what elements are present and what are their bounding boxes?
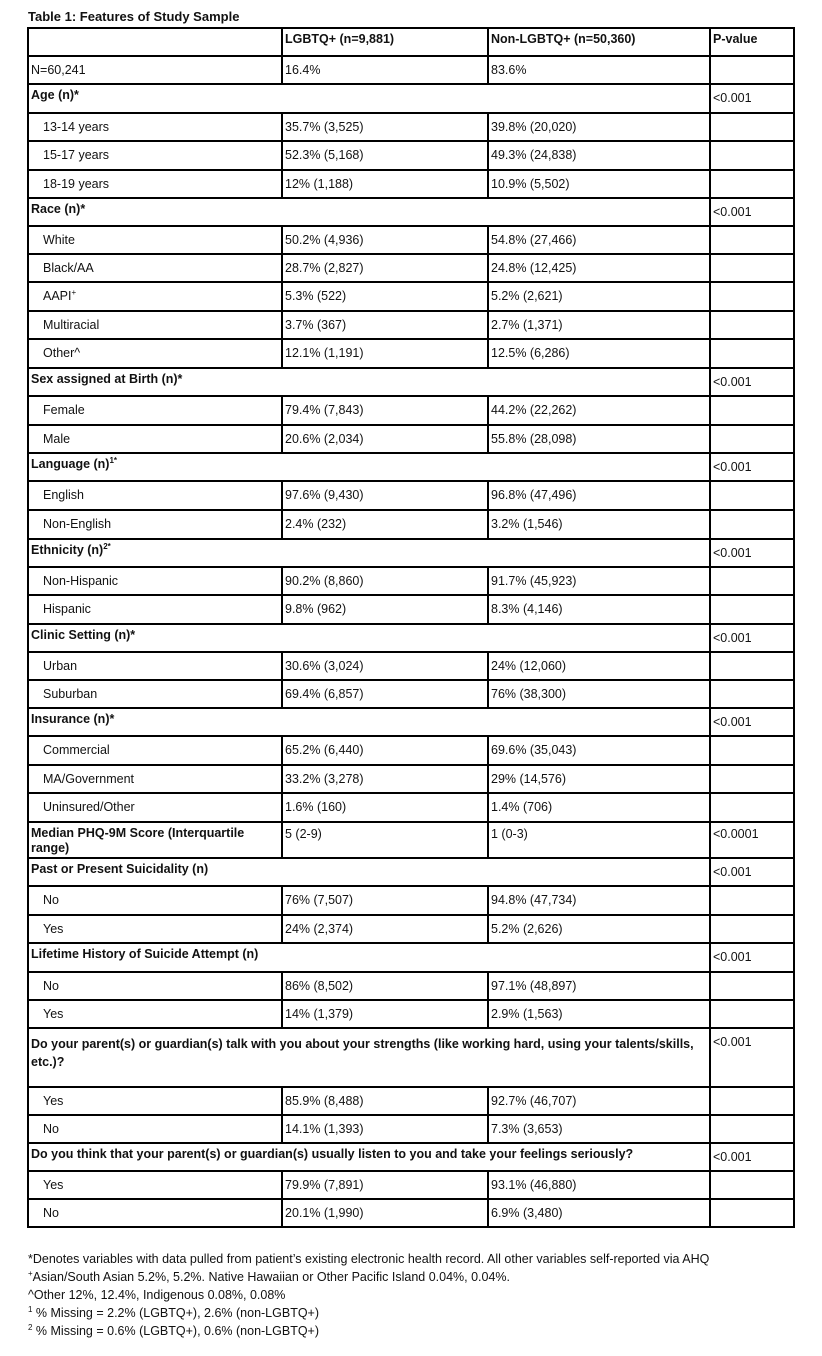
row-label-cell <box>28 510 282 539</box>
row-label: No <box>43 893 59 907</box>
table-row <box>28 226 794 254</box>
pvalue-cell: <0.001 <box>710 858 794 886</box>
pvalue-cell: <0.001 <box>710 539 794 567</box>
study-sample-table <box>27 27 795 1228</box>
row-label-cell <box>28 1199 282 1227</box>
table-row <box>28 1087 794 1115</box>
category-row <box>28 539 794 567</box>
lgbtq-value-cell: 85.9% (8,488) <box>282 1087 488 1115</box>
footnote <box>28 1322 808 1340</box>
row-label: No <box>43 979 59 993</box>
row-label: English <box>43 488 84 502</box>
non-lgbtq-value-cell: 1.4% (706) <box>488 793 710 822</box>
footnote <box>28 1250 808 1268</box>
footnote-marker: 2 <box>28 1322 33 1332</box>
row-label: Commercial <box>43 743 110 757</box>
row-label-cell <box>28 822 282 858</box>
header-cell-non-lgbtq: Non-LGBTQ+ (n=50,360) <box>488 28 710 56</box>
non-lgbtq-value-cell: 55.8% (28,098) <box>488 425 710 453</box>
category-row <box>28 368 794 396</box>
lgbtq-value-cell: 14% (1,379) <box>282 1000 488 1028</box>
row-label: Male <box>43 432 71 446</box>
row-label-cell <box>28 708 710 736</box>
row-label: Do your parent(s) or guardian(s) talk with you about your strengths (like working hard, using your talents/skills, etc.)? <box>31 1037 694 1069</box>
pvalue-cell <box>710 226 794 254</box>
table-row <box>28 254 794 282</box>
table-row <box>28 1171 794 1199</box>
lgbtq-value-cell: 35.7% (3,525) <box>282 113 488 141</box>
row-label-cell <box>28 84 710 113</box>
row-label: Non-English <box>43 517 112 531</box>
row-label-cell <box>28 943 710 972</box>
pvalue-cell: <0.0001 <box>710 822 794 858</box>
pvalue-cell <box>710 652 794 680</box>
pvalue-cell <box>710 972 794 1000</box>
lgbtq-value-cell: 30.6% (3,024) <box>282 652 488 680</box>
row-label-cell <box>28 368 710 396</box>
table-row <box>28 141 794 170</box>
lgbtq-value-cell: 5 (2-9) <box>282 822 488 858</box>
table-row <box>28 425 794 453</box>
lgbtq-value-cell: 90.2% (8,860) <box>282 567 488 595</box>
category-row <box>28 943 794 972</box>
pvalue-cell: <0.001 <box>710 84 794 113</box>
row-label: White <box>43 233 75 247</box>
pvalue-cell: <0.001 <box>710 624 794 652</box>
row-label: Suburban <box>43 687 98 701</box>
non-lgbtq-value-cell: 94.8% (47,734) <box>488 886 710 915</box>
lgbtq-value-cell: 20.1% (1,990) <box>282 1199 488 1227</box>
table-row <box>28 765 794 793</box>
row-label-cell <box>28 1028 710 1087</box>
table-row <box>28 1115 794 1143</box>
row-label: Female <box>43 403 85 417</box>
row-label-cell <box>28 1115 282 1143</box>
lgbtq-value-cell: 20.6% (2,034) <box>282 425 488 453</box>
pvalue-cell <box>710 141 794 170</box>
pvalue-cell: <0.001 <box>710 1143 794 1171</box>
row-label-cell <box>28 680 282 708</box>
table-row <box>28 680 794 708</box>
row-label-cell <box>28 765 282 793</box>
non-lgbtq-value-cell: 6.9% (3,480) <box>488 1199 710 1227</box>
pvalue-cell <box>710 1171 794 1199</box>
lgbtq-value-cell: 2.4% (232) <box>282 510 488 539</box>
row-label: Language (n) <box>31 457 110 471</box>
non-lgbtq-value-cell: 5.2% (2,621) <box>488 282 710 311</box>
non-lgbtq-value-cell: 54.8% (27,466) <box>488 226 710 254</box>
non-lgbtq-value-cell: 91.7% (45,923) <box>488 567 710 595</box>
row-label: 13-14 years <box>43 120 110 134</box>
table-row <box>28 652 794 680</box>
footnote-text: *Denotes variables with data pulled from patient’s existing electronic health record. All other variables self-reported via AHQ <box>28 1252 710 1266</box>
non-lgbtq-value-cell: 93.1% (46,880) <box>488 1171 710 1199</box>
row-label: No <box>43 1206 59 1220</box>
table-row <box>28 56 794 84</box>
pvalue-cell <box>710 113 794 141</box>
non-lgbtq-value-cell: 12.5% (6,286) <box>488 339 710 368</box>
row-label: Hispanic <box>43 602 91 616</box>
lgbtq-value-cell: 12% (1,188) <box>282 170 488 198</box>
table-row <box>28 170 794 198</box>
pvalue-cell: <0.001 <box>710 198 794 226</box>
pvalue-cell <box>710 254 794 282</box>
non-lgbtq-value-cell: 8.3% (4,146) <box>488 595 710 624</box>
footnote <box>28 1304 808 1322</box>
row-label: Race (n)* <box>31 202 86 216</box>
row-label-cell <box>28 858 710 886</box>
lgbtq-value-cell: 79.4% (7,843) <box>282 396 488 425</box>
row-label-cell <box>28 453 710 481</box>
lgbtq-value-cell: 12.1% (1,191) <box>282 339 488 368</box>
lgbtq-value-cell: 1.6% (160) <box>282 793 488 822</box>
lgbtq-value-cell: 16.4% <box>282 56 488 84</box>
row-label-cell <box>28 595 282 624</box>
row-label: 18-19 years <box>43 177 110 191</box>
row-label: Sex assigned at Birth (n)* <box>31 372 183 386</box>
row-label-cell <box>28 311 282 339</box>
row-label-cell <box>28 539 710 567</box>
lgbtq-value-cell: 24% (2,374) <box>282 915 488 943</box>
row-label: Clinic Setting (n)* <box>31 628 136 642</box>
pvalue-cell <box>710 1087 794 1115</box>
row-label-cell <box>28 1171 282 1199</box>
non-lgbtq-value-cell: 96.8% (47,496) <box>488 481 710 510</box>
lgbtq-value-cell: 3.7% (367) <box>282 311 488 339</box>
non-lgbtq-value-cell: 69.6% (35,043) <box>488 736 710 765</box>
pvalue-cell <box>710 56 794 84</box>
row-label: No <box>43 1122 59 1136</box>
table-row <box>28 595 794 624</box>
pvalue-cell <box>710 396 794 425</box>
category-row <box>28 198 794 226</box>
row-label: 15-17 years <box>43 148 110 162</box>
pvalue-cell: <0.001 <box>710 943 794 972</box>
non-lgbtq-value-cell: 29% (14,576) <box>488 765 710 793</box>
row-label-cell <box>28 254 282 282</box>
table-row <box>28 282 794 311</box>
lgbtq-value-cell: 50.2% (4,936) <box>282 226 488 254</box>
table-row <box>28 793 794 822</box>
row-label: Ethnicity (n) <box>31 543 104 557</box>
row-label: Urban <box>43 659 78 673</box>
pvalue-cell <box>710 1199 794 1227</box>
row-label-cell <box>28 793 282 822</box>
row-label-cell <box>28 1087 282 1115</box>
row-label: Non-Hispanic <box>43 574 119 588</box>
pvalue-cell <box>710 481 794 510</box>
footnote-marker: 1* <box>109 455 118 465</box>
category-row <box>28 453 794 481</box>
non-lgbtq-value-cell: 5.2% (2,626) <box>488 915 710 943</box>
non-lgbtq-value-cell: 7.3% (3,653) <box>488 1115 710 1143</box>
non-lgbtq-value-cell: 10.9% (5,502) <box>488 170 710 198</box>
row-label-cell <box>28 1143 710 1171</box>
table-row <box>28 339 794 368</box>
category-row <box>28 1028 794 1087</box>
row-label-cell <box>28 198 710 226</box>
category-row <box>28 858 794 886</box>
row-label-cell <box>28 652 282 680</box>
table-row <box>28 311 794 339</box>
table-body <box>28 28 794 1227</box>
pvalue-cell <box>710 510 794 539</box>
category-row <box>28 624 794 652</box>
row-label: Lifetime History of Suicide Attempt (n) <box>31 947 259 961</box>
lgbtq-value-cell: 65.2% (6,440) <box>282 736 488 765</box>
lgbtq-value-cell: 28.7% (2,827) <box>282 254 488 282</box>
row-label-cell <box>28 972 282 1000</box>
pvalue-cell: <0.001 <box>710 368 794 396</box>
non-lgbtq-value-cell: 1 (0-3) <box>488 822 710 858</box>
row-label: Median PHQ-9M Score (Interquartile range) <box>31 826 245 855</box>
lgbtq-value-cell: 69.4% (6,857) <box>282 680 488 708</box>
row-label: Age (n)* <box>31 88 79 102</box>
footnote-marker: 1 <box>28 1304 33 1314</box>
row-label: Do you think that your parent(s) or guardian(s) usually listen to you and take your feelings seriously? <box>31 1147 634 1161</box>
category-row <box>28 1143 794 1171</box>
row-label: Uninsured/Other <box>43 800 135 814</box>
table-row <box>28 1000 794 1028</box>
row-label-cell <box>28 915 282 943</box>
footnote-text: Asian/South Asian 5.2%, 5.2%. Native Hawaiian or Other Pacific Island 0.04%, 0.04%. <box>32 1270 511 1284</box>
table-row <box>28 736 794 765</box>
lgbtq-value-cell: 76% (7,507) <box>282 886 488 915</box>
footnote-text: ^Other 12%, 12.4%, Indigenous 0.08%, 0.08% <box>28 1288 286 1302</box>
row-label: Insurance (n)* <box>31 712 115 726</box>
pvalue-cell <box>710 915 794 943</box>
table-row <box>28 113 794 141</box>
row-label-cell <box>28 886 282 915</box>
header-cell-label <box>28 28 282 56</box>
footnote-text: % Missing = 2.2% (LGBTQ+), 2.6% (non-LGBTQ+) <box>32 1306 320 1320</box>
non-lgbtq-value-cell: 39.8% (20,020) <box>488 113 710 141</box>
pvalue-cell <box>710 765 794 793</box>
table-row <box>28 1199 794 1227</box>
pvalue-cell <box>710 282 794 311</box>
lgbtq-value-cell: 97.6% (9,430) <box>282 481 488 510</box>
row-label: Black/AA <box>43 261 94 275</box>
table-row <box>28 972 794 1000</box>
table-row <box>28 567 794 595</box>
header-cell-pvalue: P-value <box>710 28 794 56</box>
lgbtq-value-cell: 79.9% (7,891) <box>282 1171 488 1199</box>
non-lgbtq-value-cell: 2.9% (1,563) <box>488 1000 710 1028</box>
row-label-cell <box>28 226 282 254</box>
pvalue-cell: <0.001 <box>710 1028 794 1087</box>
lgbtq-value-cell: 5.3% (522) <box>282 282 488 311</box>
row-label: Yes <box>43 922 64 936</box>
row-label: Yes <box>43 1178 64 1192</box>
pvalue-cell <box>710 680 794 708</box>
row-label: MA/Government <box>43 772 135 786</box>
non-lgbtq-value-cell: 49.3% (24,838) <box>488 141 710 170</box>
table-row <box>28 510 794 539</box>
pvalue-cell: <0.001 <box>710 453 794 481</box>
table-row <box>28 915 794 943</box>
lgbtq-value-cell: 9.8% (962) <box>282 595 488 624</box>
pvalue-cell <box>710 339 794 368</box>
row-label-cell <box>28 339 282 368</box>
row-label: Past or Present Suicidality (n) <box>31 862 209 876</box>
non-lgbtq-value-cell: 83.6% <box>488 56 710 84</box>
lgbtq-value-cell: 14.1% (1,393) <box>282 1115 488 1143</box>
non-lgbtq-value-cell: 2.7% (1,371) <box>488 311 710 339</box>
table-row <box>28 886 794 915</box>
category-row <box>28 708 794 736</box>
pvalue-cell <box>710 1000 794 1028</box>
row-label-cell <box>28 56 282 84</box>
footnotes <box>28 1250 808 1340</box>
pvalue-cell <box>710 886 794 915</box>
non-lgbtq-value-cell: 92.7% (46,707) <box>488 1087 710 1115</box>
table-row <box>28 396 794 425</box>
footnote <box>28 1268 808 1286</box>
pvalue-cell <box>710 425 794 453</box>
row-label-cell <box>28 113 282 141</box>
row-label-cell <box>28 1000 282 1028</box>
table-row <box>28 481 794 510</box>
category-row <box>28 84 794 113</box>
lgbtq-value-cell: 86% (8,502) <box>282 972 488 1000</box>
non-lgbtq-value-cell: 97.1% (48,897) <box>488 972 710 1000</box>
row-label-cell <box>28 282 282 311</box>
row-label: Other^ <box>43 346 81 360</box>
row-label: Yes <box>43 1007 64 1021</box>
pvalue-cell <box>710 170 794 198</box>
footnote <box>28 1286 808 1304</box>
pvalue-cell <box>710 793 794 822</box>
row-label: Yes <box>43 1094 64 1108</box>
row-label-cell <box>28 481 282 510</box>
row-label-cell <box>28 396 282 425</box>
row-label-cell <box>28 141 282 170</box>
row-label: N=60,241 <box>31 63 86 77</box>
non-lgbtq-value-cell: 44.2% (22,262) <box>488 396 710 425</box>
row-label: AAPI <box>43 289 72 303</box>
pvalue-cell <box>710 595 794 624</box>
header-cell-lgbtq: LGBTQ+ (n=9,881) <box>282 28 488 56</box>
non-lgbtq-value-cell: 76% (38,300) <box>488 680 710 708</box>
pvalue-cell <box>710 736 794 765</box>
row-label-cell <box>28 567 282 595</box>
lgbtq-value-cell: 33.2% (3,278) <box>282 765 488 793</box>
footnote-marker: 2* <box>103 541 111 551</box>
pvalue-cell <box>710 567 794 595</box>
non-lgbtq-value-cell: 24.8% (12,425) <box>488 254 710 282</box>
header-row <box>28 28 794 56</box>
pvalue-cell <box>710 1115 794 1143</box>
category-row <box>28 822 794 858</box>
non-lgbtq-value-cell: 24% (12,060) <box>488 652 710 680</box>
footnote-marker: + <box>28 1268 33 1278</box>
row-label: Multiracial <box>43 318 100 332</box>
row-label-cell <box>28 170 282 198</box>
footnote-text: % Missing = 0.6% (LGBTQ+), 0.6% (non-LGBTQ+) <box>32 1324 320 1338</box>
row-label-cell <box>28 425 282 453</box>
row-label-cell <box>28 736 282 765</box>
row-label-cell <box>28 624 710 652</box>
pvalue-cell: <0.001 <box>710 708 794 736</box>
non-lgbtq-value-cell: 3.2% (1,546) <box>488 510 710 539</box>
table-caption: Table 1: Features of Study Sample <box>28 9 240 24</box>
pvalue-cell <box>710 311 794 339</box>
lgbtq-value-cell: 52.3% (5,168) <box>282 141 488 170</box>
footnote-marker: + <box>71 287 77 297</box>
